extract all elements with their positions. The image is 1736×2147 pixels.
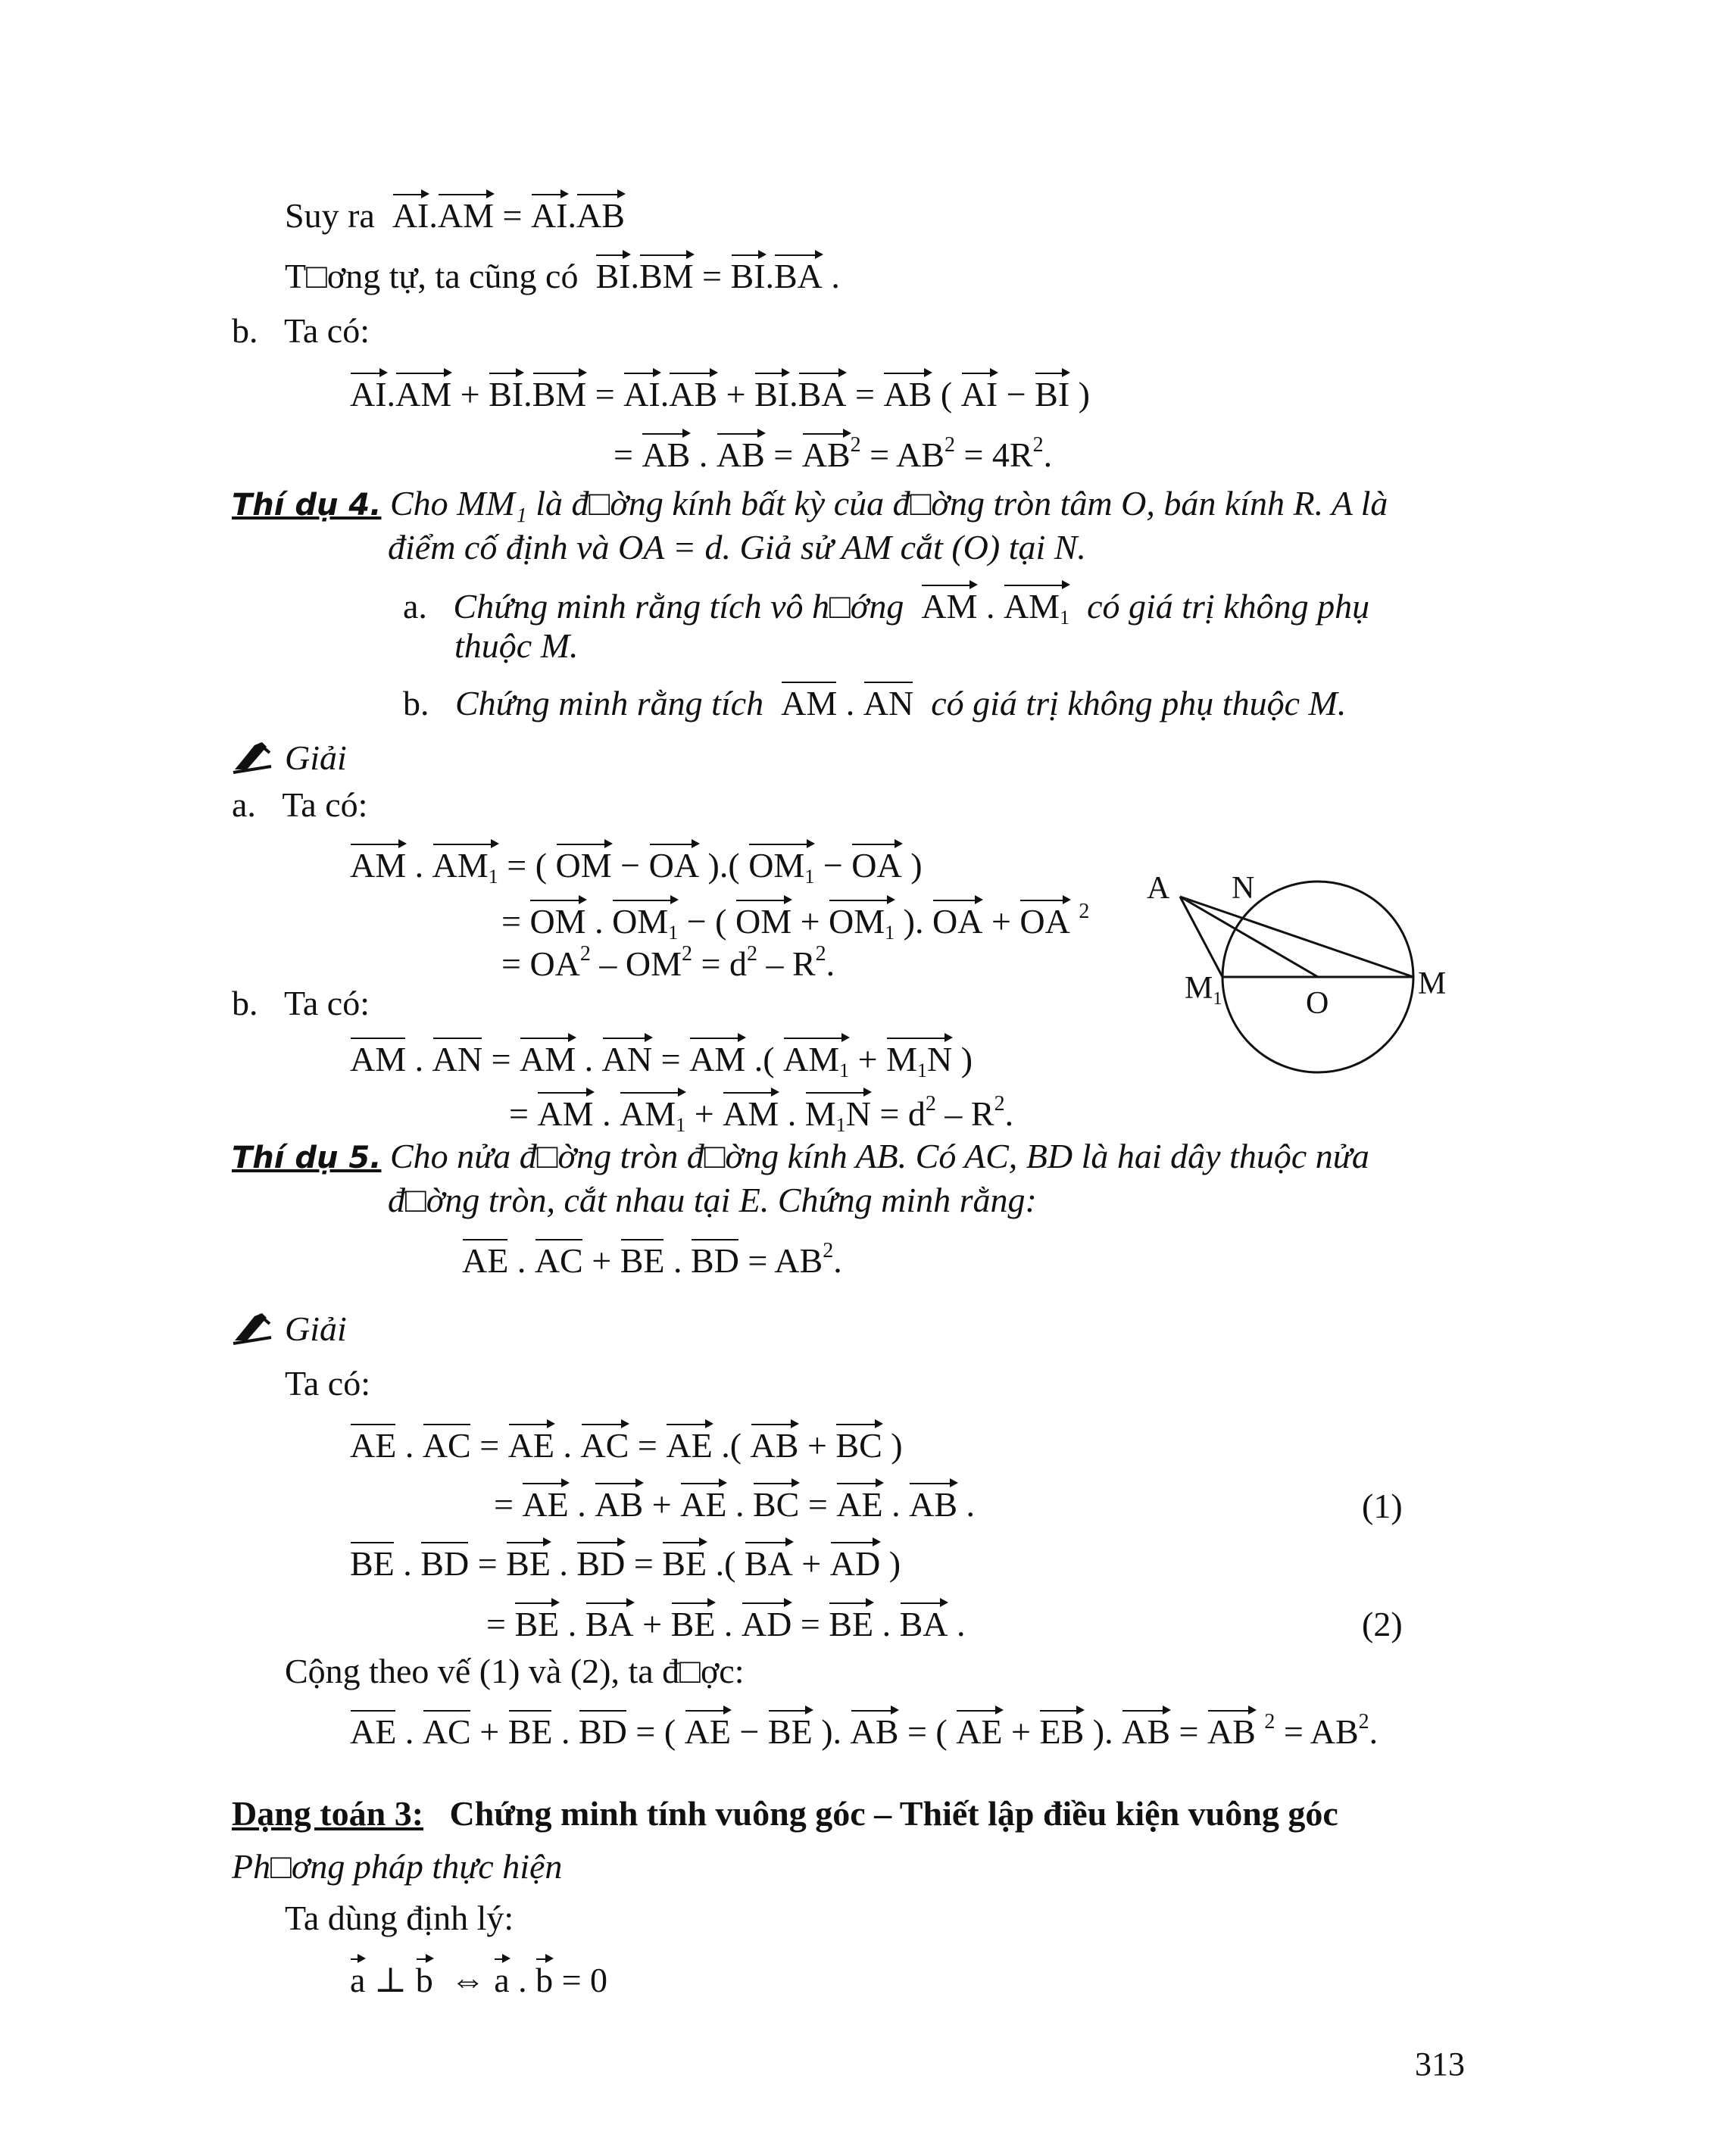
- section-label: Dạng toán 3:: [232, 1794, 424, 1833]
- example-4-part-a: a. Chứng minh rằng tích vô h□ớng AM . $AM_1$ có giá trị không phụ: [403, 579, 1369, 628]
- example-4-line-2: điểm cố định và OA = d. Giả sử AM cắt (O) tại N.: [388, 528, 1086, 566]
- solution-5-4: = BE . BA + BE . AD = BE . BA .: [486, 1596, 965, 1642]
- geometry-figure: [1136, 848, 1469, 1106]
- solution-4-b-1: AM . AN = AM . AN = AM .( $AM_1 + M_1N$ ): [350, 1031, 973, 1081]
- formula-b-1: AI.AM + BI.BM = AI.AB + BI.BA = AB ( AI − BI ): [350, 367, 1090, 412]
- line-cong: Cộng theo vế (1) và (2), ta đ□ợc:: [285, 1652, 745, 1690]
- line-b-ta-co: b. Ta có:: [232, 311, 370, 350]
- example-4-part-a-cont: thuộc M.: [454, 626, 579, 665]
- label-a: A: [1147, 871, 1170, 906]
- formula-b-2: = AB . AB = $AB^2 = AB^2 = 4R^2$.: [614, 427, 1052, 473]
- line-suy-ra: Suy ra AI.AM = AI.AB: [285, 188, 625, 233]
- example-4: Thí dụ 4. Cho MM₁ là đ□ờng kính bất kỳ của đ□ờng tròn tâm O, bán kính R. A là: [232, 484, 1388, 523]
- example-4-part-b: b. Chứng minh rằng tích AM . AN có giá trị không phụ thuộc M.: [403, 676, 1346, 721]
- label-o: O: [1306, 986, 1329, 1021]
- section-title: Chứng minh tính vuông góc – Thiết lập điều kiện vuông góc: [449, 1794, 1338, 1833]
- line-ta-dung: Ta dùng định lý:: [285, 1899, 514, 1937]
- solution-4-b-label: b. Ta có:: [232, 984, 370, 1022]
- solution-4-a-3: = $OA^2 - OM^2 = d^2 - R^2$.: [501, 942, 835, 983]
- line-tuong-tu: T□ơng tự, ta cũng có BI.BM = BI.BA .: [285, 248, 840, 294]
- solution-5-ta-co: Ta có:: [285, 1364, 371, 1403]
- solution-5-1: AE . AC = AE . AC = AE .( AB + BC ): [350, 1418, 903, 1463]
- solution-5-heading: Giải: [232, 1310, 347, 1347]
- pen-hand-icon: [232, 1310, 274, 1345]
- solution-5-final: AE . AC + BE . BD = ( AE − BE ). AB = ( AE + EB ). AB = AB $^2 = AB^2$.: [350, 1704, 1378, 1749]
- solution-5-2: = AE . AB + AE . BC = AE . AB .: [494, 1477, 975, 1522]
- theorem-formula: a ⊥ b ⇔ a . b = 0: [350, 1952, 607, 1998]
- example-5: Thí dụ 5. Cho nửa đ□ờng tròn đ□ờng kính AB. Có AC, BD là hai dây thuộc nửa: [232, 1137, 1369, 1175]
- solution-4-b-2: = AM . $AM_1$ + AM . $M_1N = d^2 - R^2$.: [509, 1086, 1013, 1135]
- section-heading: [232, 1796, 1338, 1831]
- page-number: 313: [1415, 2046, 1465, 2083]
- method-heading: Ph□ơng pháp thực hiện: [232, 1847, 563, 1886]
- example-5-statement: AE . AC + BE . BD = $AB^2$.: [462, 1233, 842, 1278]
- label-m1: M1: [1185, 971, 1222, 1009]
- example-4-heading: Thí dụ 4.: [232, 488, 382, 523]
- solution-4-a-2: = OM . $OM_1$ − ( OM + $OM_1$ ). OA + OA $^2$: [501, 894, 1089, 943]
- label-m: M: [1418, 966, 1447, 1001]
- equation-number-1: (1): [1362, 1487, 1403, 1525]
- example-5-heading: Thí dụ 5.: [232, 1141, 382, 1175]
- pen-hand-icon: [232, 739, 274, 774]
- example-5-line-2: đ□ờng tròn, cắt nhau tại E. Chứng minh rằng:: [388, 1181, 1037, 1219]
- solution-4-heading: Giải: [232, 739, 347, 775]
- solution-5-3: BE . BD = BE . BD = BE .( BA + AD ): [350, 1536, 901, 1581]
- solution-4-a-label: a. Ta có:: [232, 785, 368, 824]
- solution-4-a-1: AM . $AM_1$ = ( OM − OA ).( $OM_1$ − OA ): [350, 838, 923, 887]
- equation-number-2: (2): [1362, 1605, 1403, 1643]
- label-n: N: [1232, 871, 1255, 906]
